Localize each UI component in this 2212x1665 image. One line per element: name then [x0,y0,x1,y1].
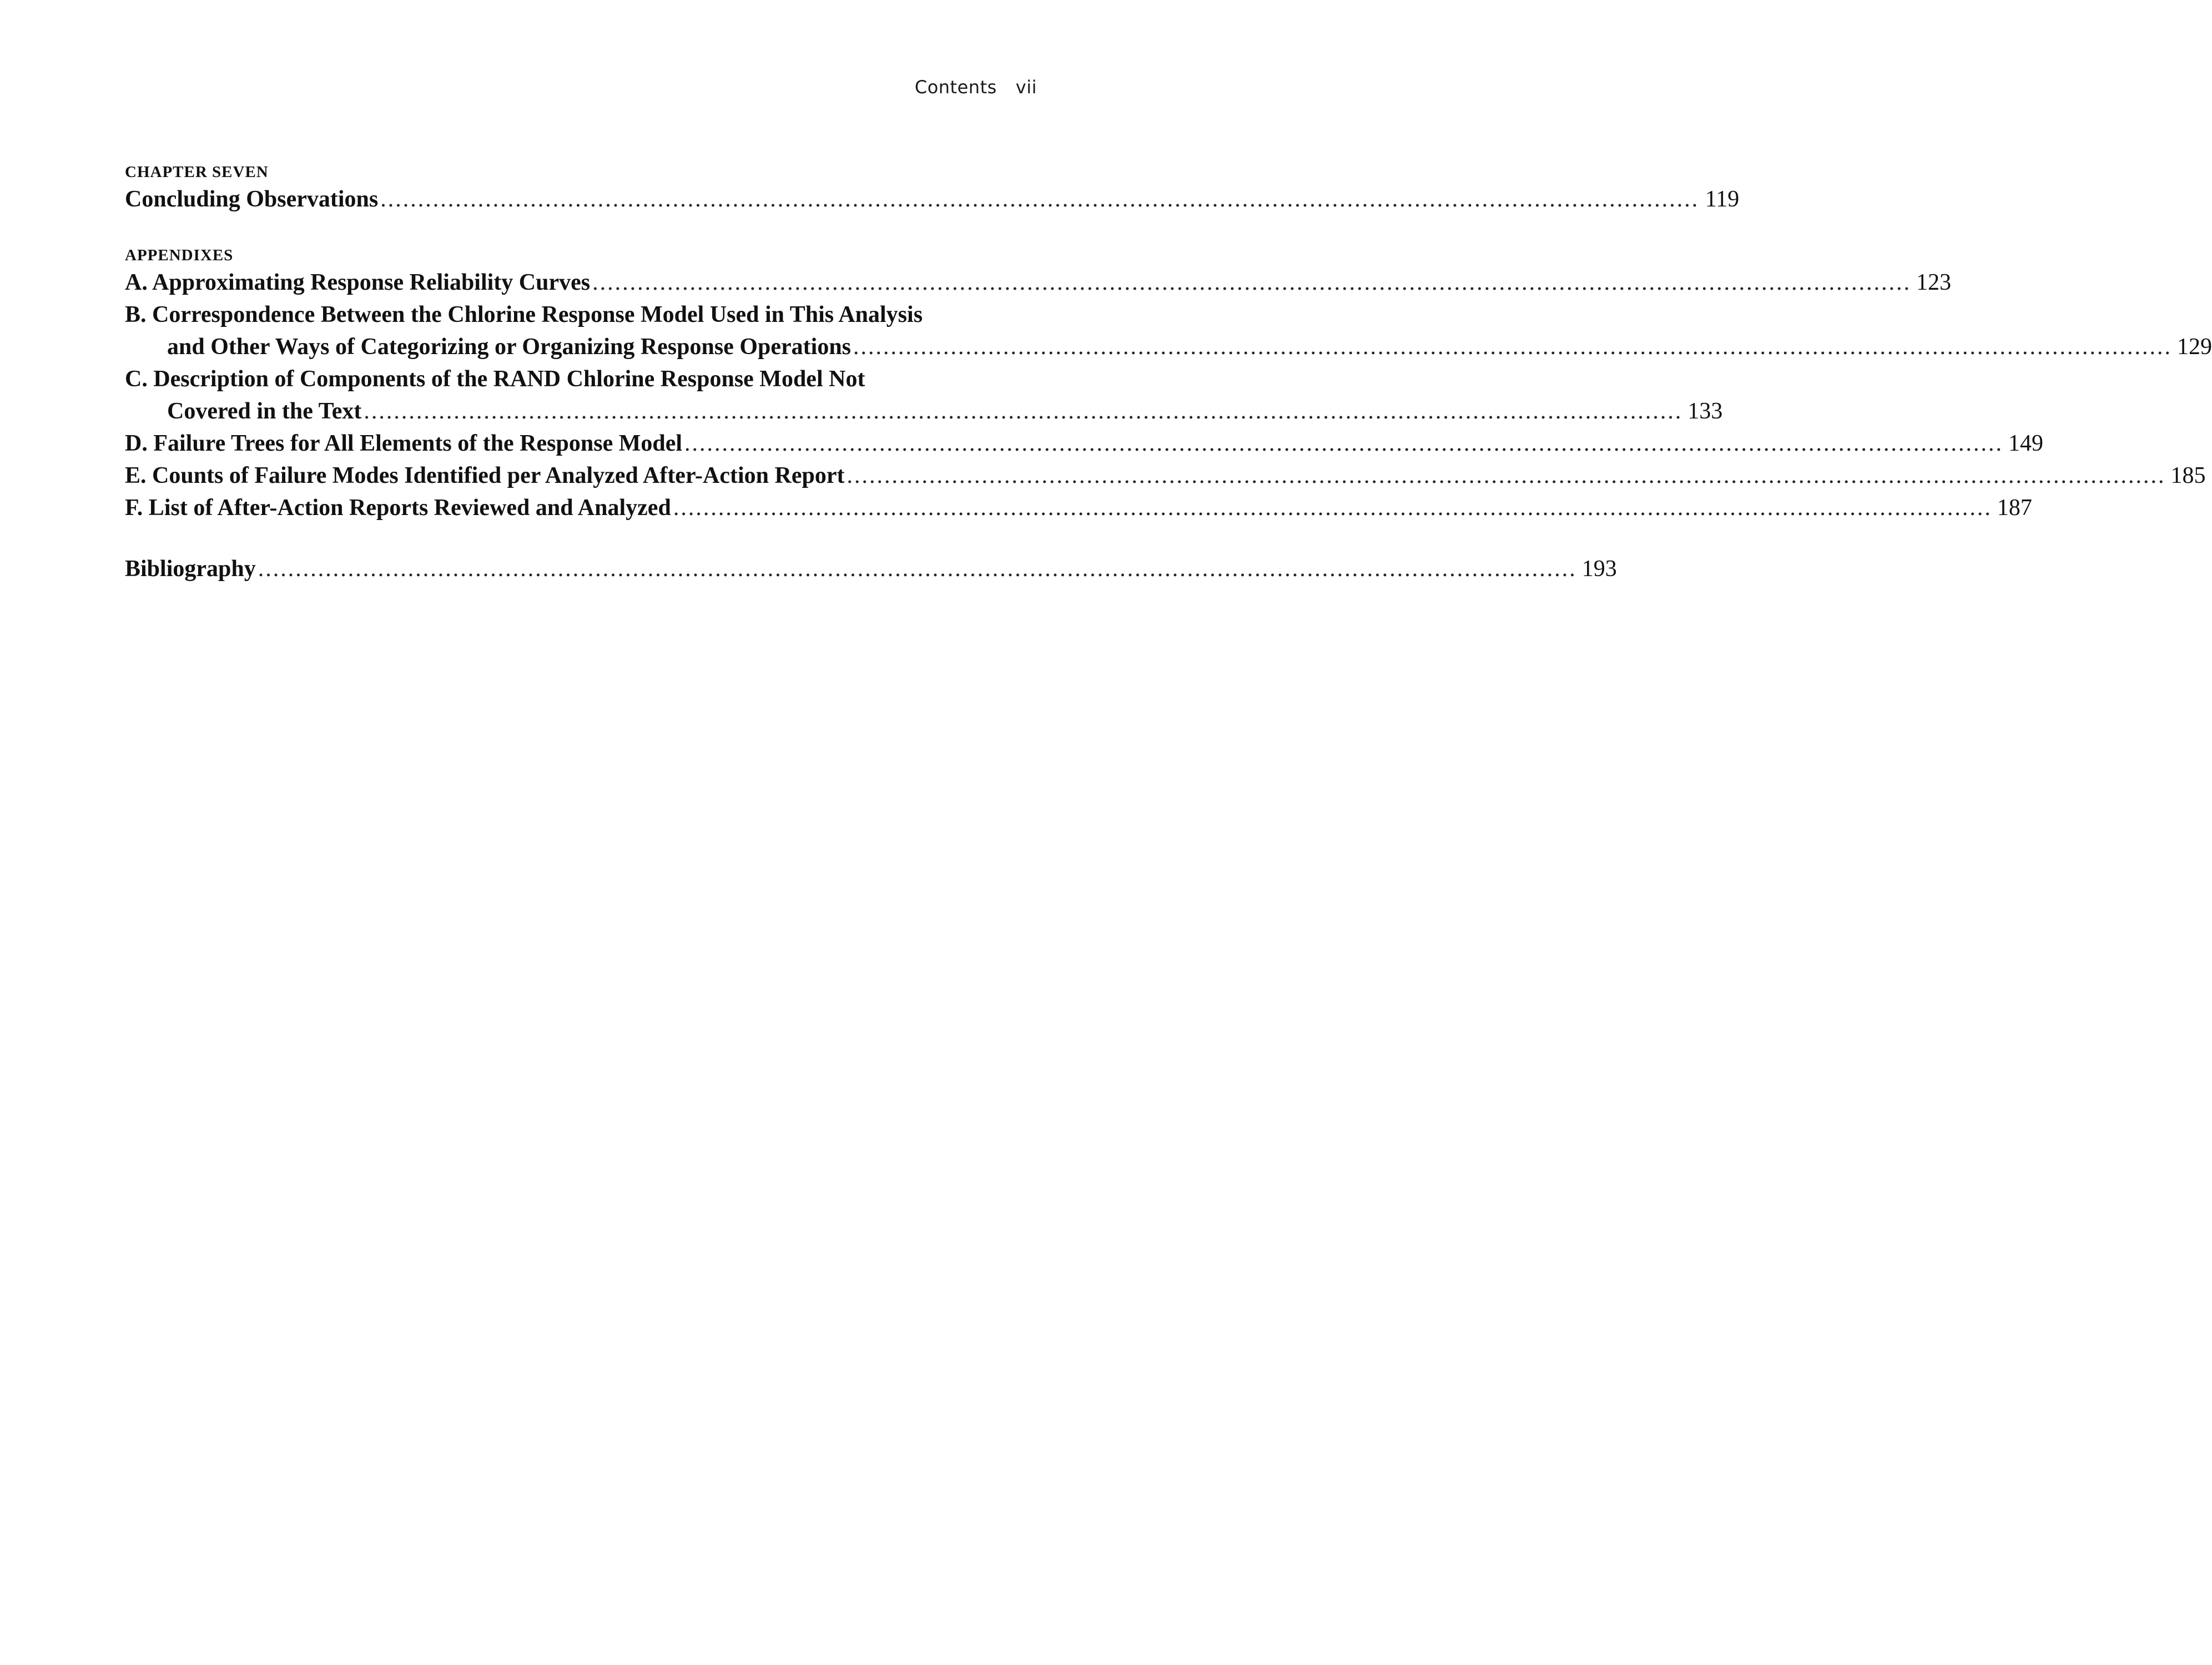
dot-leader: ................................................................................................................................................................................ [853,334,2173,360]
running-header-section: Contents [914,77,997,98]
table-of-contents [125,161,2212,585]
toc-entry-appendix-e[interactable] [125,460,2206,492]
toc-entry-title-line2: and Other Ways of Categorizing or Organizing Response Operations [167,334,851,360]
toc-entry-title: E. Counts of Failure Modes Identified per Analyzed After-Action Report [125,463,845,488]
toc-entry-appendix-d[interactable] [125,427,2044,460]
toc-entry-title: Bibliography [125,556,256,582]
dot-leader: ................................................................................................................................................................................ [258,556,1577,582]
dot-leader: ................................................................................................................................................................................ [673,495,1992,521]
toc-entry-title-line1: B. Correspondence Between the Chlorine Response Model Used in This Analysis [125,302,923,327]
running-header [915,77,1037,98]
toc-entry-title: F. List of After-Action Reports Reviewed and Analyzed [125,495,671,521]
toc-entry-page: 123 [1916,270,1952,295]
toc-entry-appendix-a[interactable] [125,266,1952,299]
toc-entry-chapter-seven[interactable] [125,183,1740,215]
appendixes-label: APPENDIXES [125,246,234,264]
toc-entry-page: 149 [2008,431,2044,456]
toc-entry-page: 129 [2177,334,2212,360]
toc-entry-title: D. Failure Trees for All Elements of the Response Model [125,431,683,456]
toc-entry-title: A. Approximating Response Reliability Curves [125,270,591,295]
dot-leader: ................................................................................................................................................................................ [592,270,1912,295]
toc-entry-title: Concluding Observations [125,186,379,212]
dot-leader: ................................................................................................................................................................................ [380,186,1700,212]
toc-entry-page: 119 [1705,186,1740,212]
dot-leader: ................................................................................................................................................................................ [846,463,2166,488]
dot-leader: ................................................................................................................................................................................ [364,398,1683,424]
dot-leader: ................................................................................................................................................................................ [684,431,2004,456]
toc-entry-appendix-b[interactable] [125,299,2212,363]
toc-entry-title-line1: C. Description of Components of the RAND Chlorine Response Model Not [125,366,865,392]
chapter-label: CHAPTER SEVEN [125,163,269,181]
toc-entry-bibliography[interactable] [125,553,1617,585]
toc-entry-page: 187 [1997,495,2032,521]
toc-entry-page: 193 [1581,556,1617,582]
toc-entry-title-line2: Covered in the Text [167,398,362,424]
toc-entry-appendix-c[interactable] [125,363,1723,427]
toc-entry-page: 133 [1687,398,1723,424]
page-folio: vii [1015,77,1037,98]
toc-entry-appendix-f[interactable] [125,492,2032,524]
toc-entry-page: 185 [2170,463,2206,488]
